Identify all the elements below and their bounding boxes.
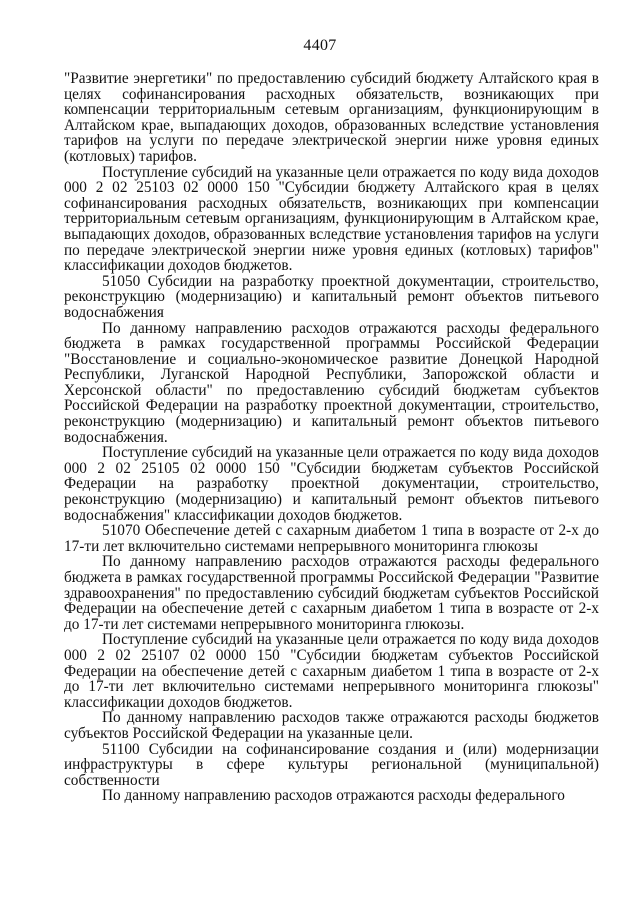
paragraph-continuation: "Развитие энергетики" по предоставлению субсидий бюджету Алтайского края в целях софинансирования расходных обязательств, возникающих при компенсации территориальным сетевым организациям, функционирующим в Алтайском крае, выпадающих доходов, образованных вследствие установления тарифов на услуги по передаче электрической энергии ниже уровня единых (котловых) тарифов. (64, 70, 599, 165)
paragraph-51070-regional-expenses: По данному направлению расходов также отражаются расходы бюджетов субъектов Российской Федерации на указанные цели. (64, 709, 599, 742)
paragraph-heading-51070: 51070 Обеспечение детей с сахарным диабетом 1 типа в возрасте от 2-х до 17-ти лет включительно системами непрерывного мониторинга глюкозы (64, 522, 599, 555)
paragraph-income-code-25107: Поступление субсидий на указанные цели отражается по коду вида доходов 000 2 02 25107 02 0000 150 "Субсидии бюджетам субъектов Российской Федерации на обеспечение детей с сахарным диабетом 1 типа в возрасте от 2-х до 17-ти лет включительно системами непрерывного мониторинга глюкозы" классификации доходов бюджетов. (64, 631, 599, 711)
paragraph-heading-51050: 51050 Субсидии на разработку проектной документации, строительство, реконструкцию (модернизацию) и капитальный ремонт объектов питьевого водоснабжения (64, 272, 599, 321)
paragraph-51100-expenses: По данному направлению расходов отражаются расходы федерального (102, 787, 565, 805)
paragraph-heading-51100: 51100 Субсидии на софинансирование создания и (или) модернизации инфраструктуры в сфере культуры региональной (муниципальной) собственности (64, 740, 599, 789)
paragraph-51070-expenses: По данному направлению расходов отражаются расходы федерального бюджета в рамках государственной программы Российской Федерации "Развитие здравоохранения" по предоставлению субсидий бюджетам субъектов Российской Федерации на обеспечение детей с сахарным диабетом 1 типа в возрасте от 2-х до 17-ти лет системами непрерывного мониторинга глюкозы. (64, 553, 599, 633)
paragraph-51050-expenses: По данному направлению расходов отражаются расходы федерального бюджета в рамках государственной программы Российской Федерации "Восстановление и социально-экономическое развитие Донецкой Народной Республики, Луганской Народной Республики, Запорожской области и Херсонской области" по предоставлению субсидий бюджетам субъектов Российской Федерации на разработку проектной документации, строительство, реконструкцию (модернизацию) и капитальный ремонт объектов питьевого водоснабжения. (64, 319, 599, 446)
document-body (64, 71, 599, 804)
paragraph-income-code-25103: Поступление субсидий на указанные цели отражается по коду вида доходов 000 2 02 25103 02 0000 150 "Субсидии бюджету Алтайского края в целях софинансирования расходных обязательств, возникающих при компенсации территориальным сетевым организациям, функционирующим в Алтайском крае, выпадающих доходов, образованных вследствие установления тарифов на услуги по передаче электрической энергии ниже уровня единых (котловых) тарифов" классификации доходов бюджетов. (64, 163, 599, 275)
page-number: 4407 (303, 37, 337, 54)
paragraph-income-code-25105: Поступление субсидий на указанные цели отражается по коду вида доходов 000 2 02 25105 02 0000 150 "Субсидии бюджетам субъектов Российской Федерации на разработку проектной документации, строительство, реконструкцию (модернизацию) и капитальный ремонт объектов питьевого водоснабжения" классификации доходов бюджетов. (64, 444, 599, 524)
